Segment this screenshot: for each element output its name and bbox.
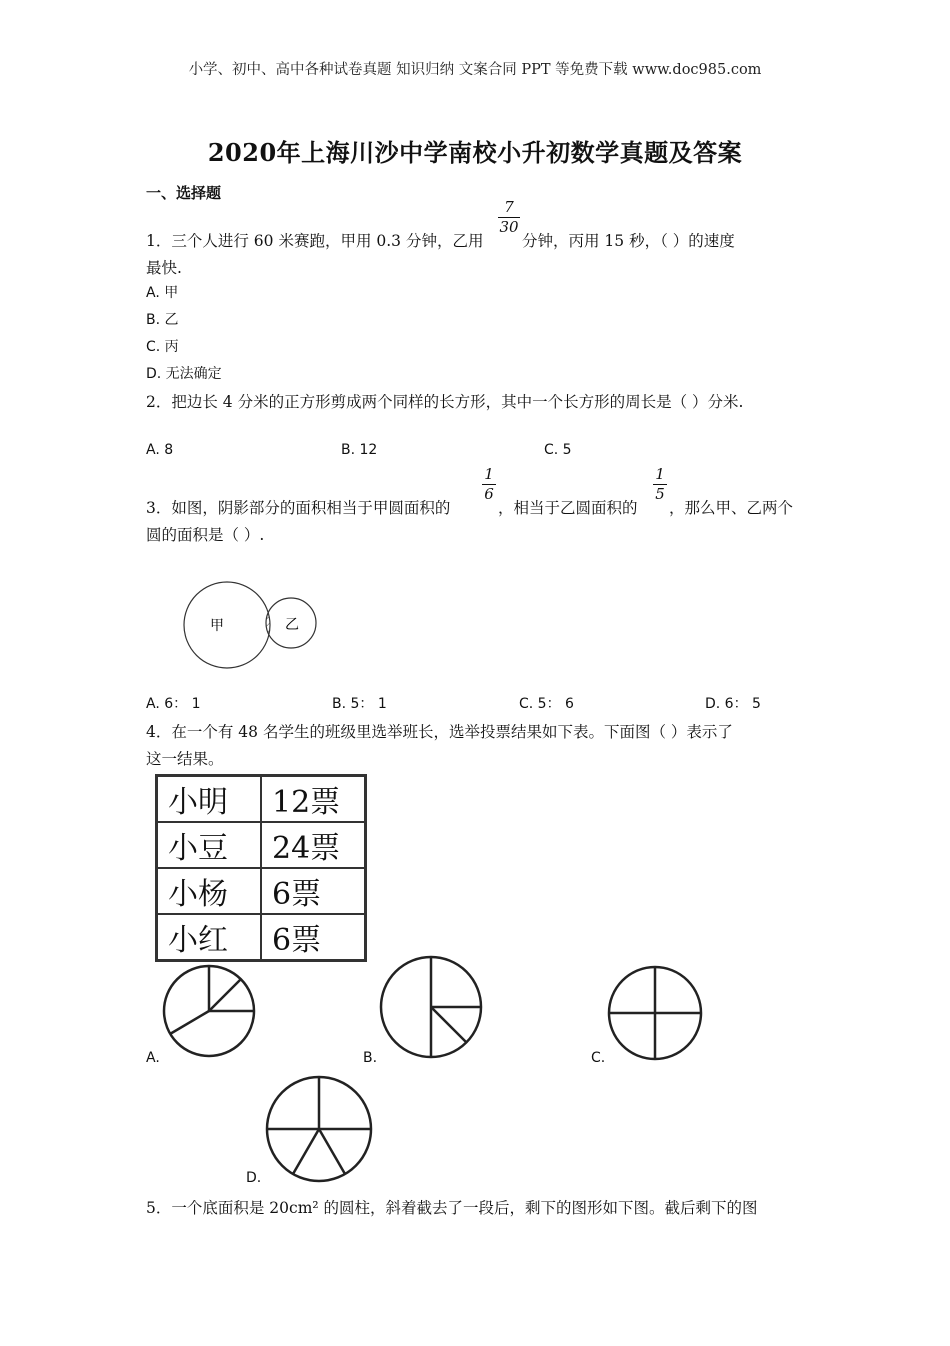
- q3-option-b: B. 5： 1: [332, 696, 387, 712]
- q4-option-a-label: A.: [146, 1050, 160, 1066]
- q1-option-b: B. 乙: [146, 312, 179, 328]
- q4-text-b: 这一结果。: [146, 750, 224, 768]
- vote-count: 24票: [261, 822, 366, 868]
- q3-option-d: D. 6： 5: [705, 696, 761, 712]
- table-row: [157, 822, 366, 868]
- pie-option-d: [263, 1073, 375, 1185]
- vote-count: 12票: [261, 776, 366, 823]
- q3-f1-num: 1: [484, 465, 494, 483]
- q1-text-b: 分钟，丙用 15 秒，（ ）的速度: [522, 232, 735, 250]
- page-header: 小学、初中、高中各种试卷真题 知识归纳 文案合同 PPT 等免费下载 www.doc985.com: [188, 62, 762, 78]
- pie-option-a: [162, 964, 256, 1058]
- q3-fraction-1: [482, 467, 496, 502]
- q3-f2-num: 1: [655, 465, 665, 483]
- q4-option-d-label: D.: [246, 1170, 262, 1186]
- vote-table: [155, 774, 367, 962]
- q3-circles-figure: [180, 578, 320, 673]
- q2-option-c: C. 5: [544, 442, 572, 458]
- q3-text-b: ，相当于乙圆面积的: [498, 499, 638, 517]
- table-row: [157, 776, 366, 823]
- pie-option-b: [378, 954, 484, 1060]
- q1-fraction: [498, 200, 520, 235]
- vote-count: 6票: [261, 914, 366, 961]
- q1-frac-den: 30: [499, 218, 519, 236]
- pie-option-c: [607, 965, 703, 1061]
- q3-option-a: A. 6： 1: [146, 696, 201, 712]
- q3-f2-den: 5: [655, 485, 665, 503]
- q1-option-c: C. 丙: [146, 339, 179, 355]
- q1-option-d: D. 无法确定: [146, 366, 222, 382]
- q4-option-b-label: B.: [363, 1050, 378, 1066]
- circle-jia: [184, 582, 270, 668]
- q3-fraction-2: [653, 467, 667, 502]
- label-jia: 甲: [210, 618, 224, 634]
- q4-text-a: 4．在一个有 48 名学生的班级里选举班长，选举投票结果如下表。下面图（ ）表示了: [146, 723, 733, 741]
- q2-text: 2．把边长 4 分米的正方形剪成两个同样的长方形，其中一个长方形的周长是（ ）分米.: [146, 393, 744, 411]
- candidate-name: 小杨: [157, 868, 262, 914]
- q3-option-c: C. 5： 6: [519, 696, 574, 712]
- q2-option-a: A. 8: [146, 442, 174, 458]
- q3-f1-den: 6: [484, 485, 494, 503]
- q4-option-c-label: C.: [591, 1050, 606, 1066]
- section-heading: 一、选择题: [146, 184, 222, 202]
- q1-option-a: A. 甲: [146, 285, 179, 301]
- candidate-name: 小明: [157, 776, 262, 823]
- table-row: [157, 868, 366, 914]
- q1-text-a: 1．三个人进行 60 米赛跑，甲用 0.3 分钟，乙用: [146, 232, 484, 250]
- candidate-name: 小豆: [157, 822, 262, 868]
- vote-count: 6票: [261, 868, 366, 914]
- table-row: [157, 914, 366, 961]
- q5-text: 5．一个底面积是 20cm² 的圆柱，斜着截去了一段后，剩下的图形如下图。截后剩下的图: [146, 1199, 758, 1217]
- q3-text-d: 圆的面积是（ ）.: [146, 526, 265, 544]
- label-yi: 乙: [285, 617, 299, 633]
- q3-text-a: 3．如图，阴影部分的面积相当于甲圆面积的: [146, 499, 451, 517]
- q1-frac-num: 7: [504, 198, 514, 216]
- q1-text-c: 最快.: [146, 259, 182, 277]
- q3-text-c: ，那么甲、乙两个: [669, 499, 794, 517]
- page-title: 2020年上海川沙中学南校小升初数学真题及答案: [207, 138, 743, 167]
- q2-option-b: B. 12: [341, 442, 378, 458]
- candidate-name: 小红: [157, 914, 262, 961]
